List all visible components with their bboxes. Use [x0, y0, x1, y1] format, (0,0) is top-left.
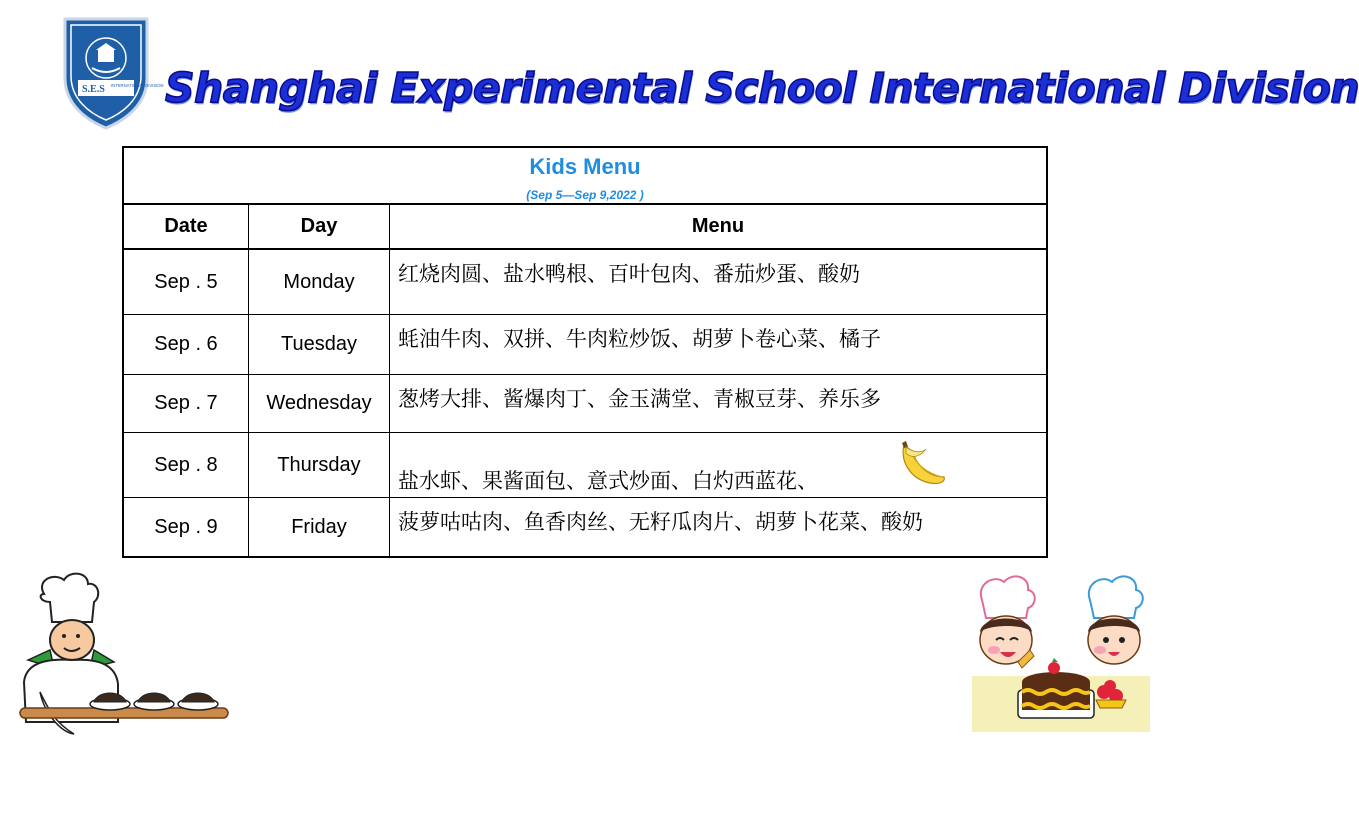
- logo-text: S.E.S: [82, 84, 105, 95]
- header-day: Day: [249, 205, 390, 248]
- table-row: [124, 315, 1046, 375]
- table-row: [124, 375, 1046, 433]
- school-logo: [62, 16, 164, 130]
- row-menu: 菠萝咕咕肉、鱼香肉丝、无籽瓜肉片、胡萝卜花菜、酸奶: [398, 510, 923, 534]
- row-day: Tuesday: [249, 315, 390, 374]
- row-menu: 红烧肉圆、盐水鸭根、百叶包肉、番茄炒蛋、酸奶: [398, 262, 860, 286]
- row-menu: 葱烤大排、酱爆肉丁、金玉满堂、青椒豆芽、养乐多: [398, 387, 881, 411]
- table-header: [124, 205, 1046, 250]
- logo-subtext: INTERNATIONAL DIVISION: [111, 83, 164, 88]
- header-menu: Menu: [691, 215, 745, 237]
- row-day: Wednesday: [249, 375, 390, 432]
- menu-title: Kids Menu: [529, 154, 641, 179]
- table-row: [124, 498, 1046, 556]
- row-menu: 蚝油牛肉、双拼、牛肉粒炒饭、胡萝卜卷心菜、橘子: [398, 327, 881, 351]
- table-row: [124, 433, 1046, 498]
- banana-icon: [896, 439, 948, 489]
- menu-title-box: [124, 148, 1046, 205]
- table-row: [124, 250, 1046, 315]
- row-day: Friday: [249, 498, 390, 556]
- chef-illustration: [14, 572, 230, 738]
- row-date: Sep . 5: [124, 250, 249, 314]
- menu-period: (Sep 5—Sep 9,2022 ): [526, 188, 644, 202]
- header-date: Date: [124, 205, 249, 248]
- row-date: Sep . 9: [124, 498, 249, 556]
- kids-baking-illustration: [968, 570, 1152, 734]
- row-menu: 盐水虾、果酱面包、意式炒面、白灼西蓝花、: [398, 469, 818, 493]
- row-date: Sep . 7: [124, 375, 249, 432]
- menu-table: [122, 146, 1048, 558]
- row-date: Sep . 6: [124, 315, 249, 374]
- row-day: Thursday: [249, 433, 390, 497]
- school-name: Shanghai Experimental School International Division: [165, 64, 1359, 112]
- row-day: Monday: [249, 250, 390, 314]
- row-date: Sep . 8: [124, 433, 249, 497]
